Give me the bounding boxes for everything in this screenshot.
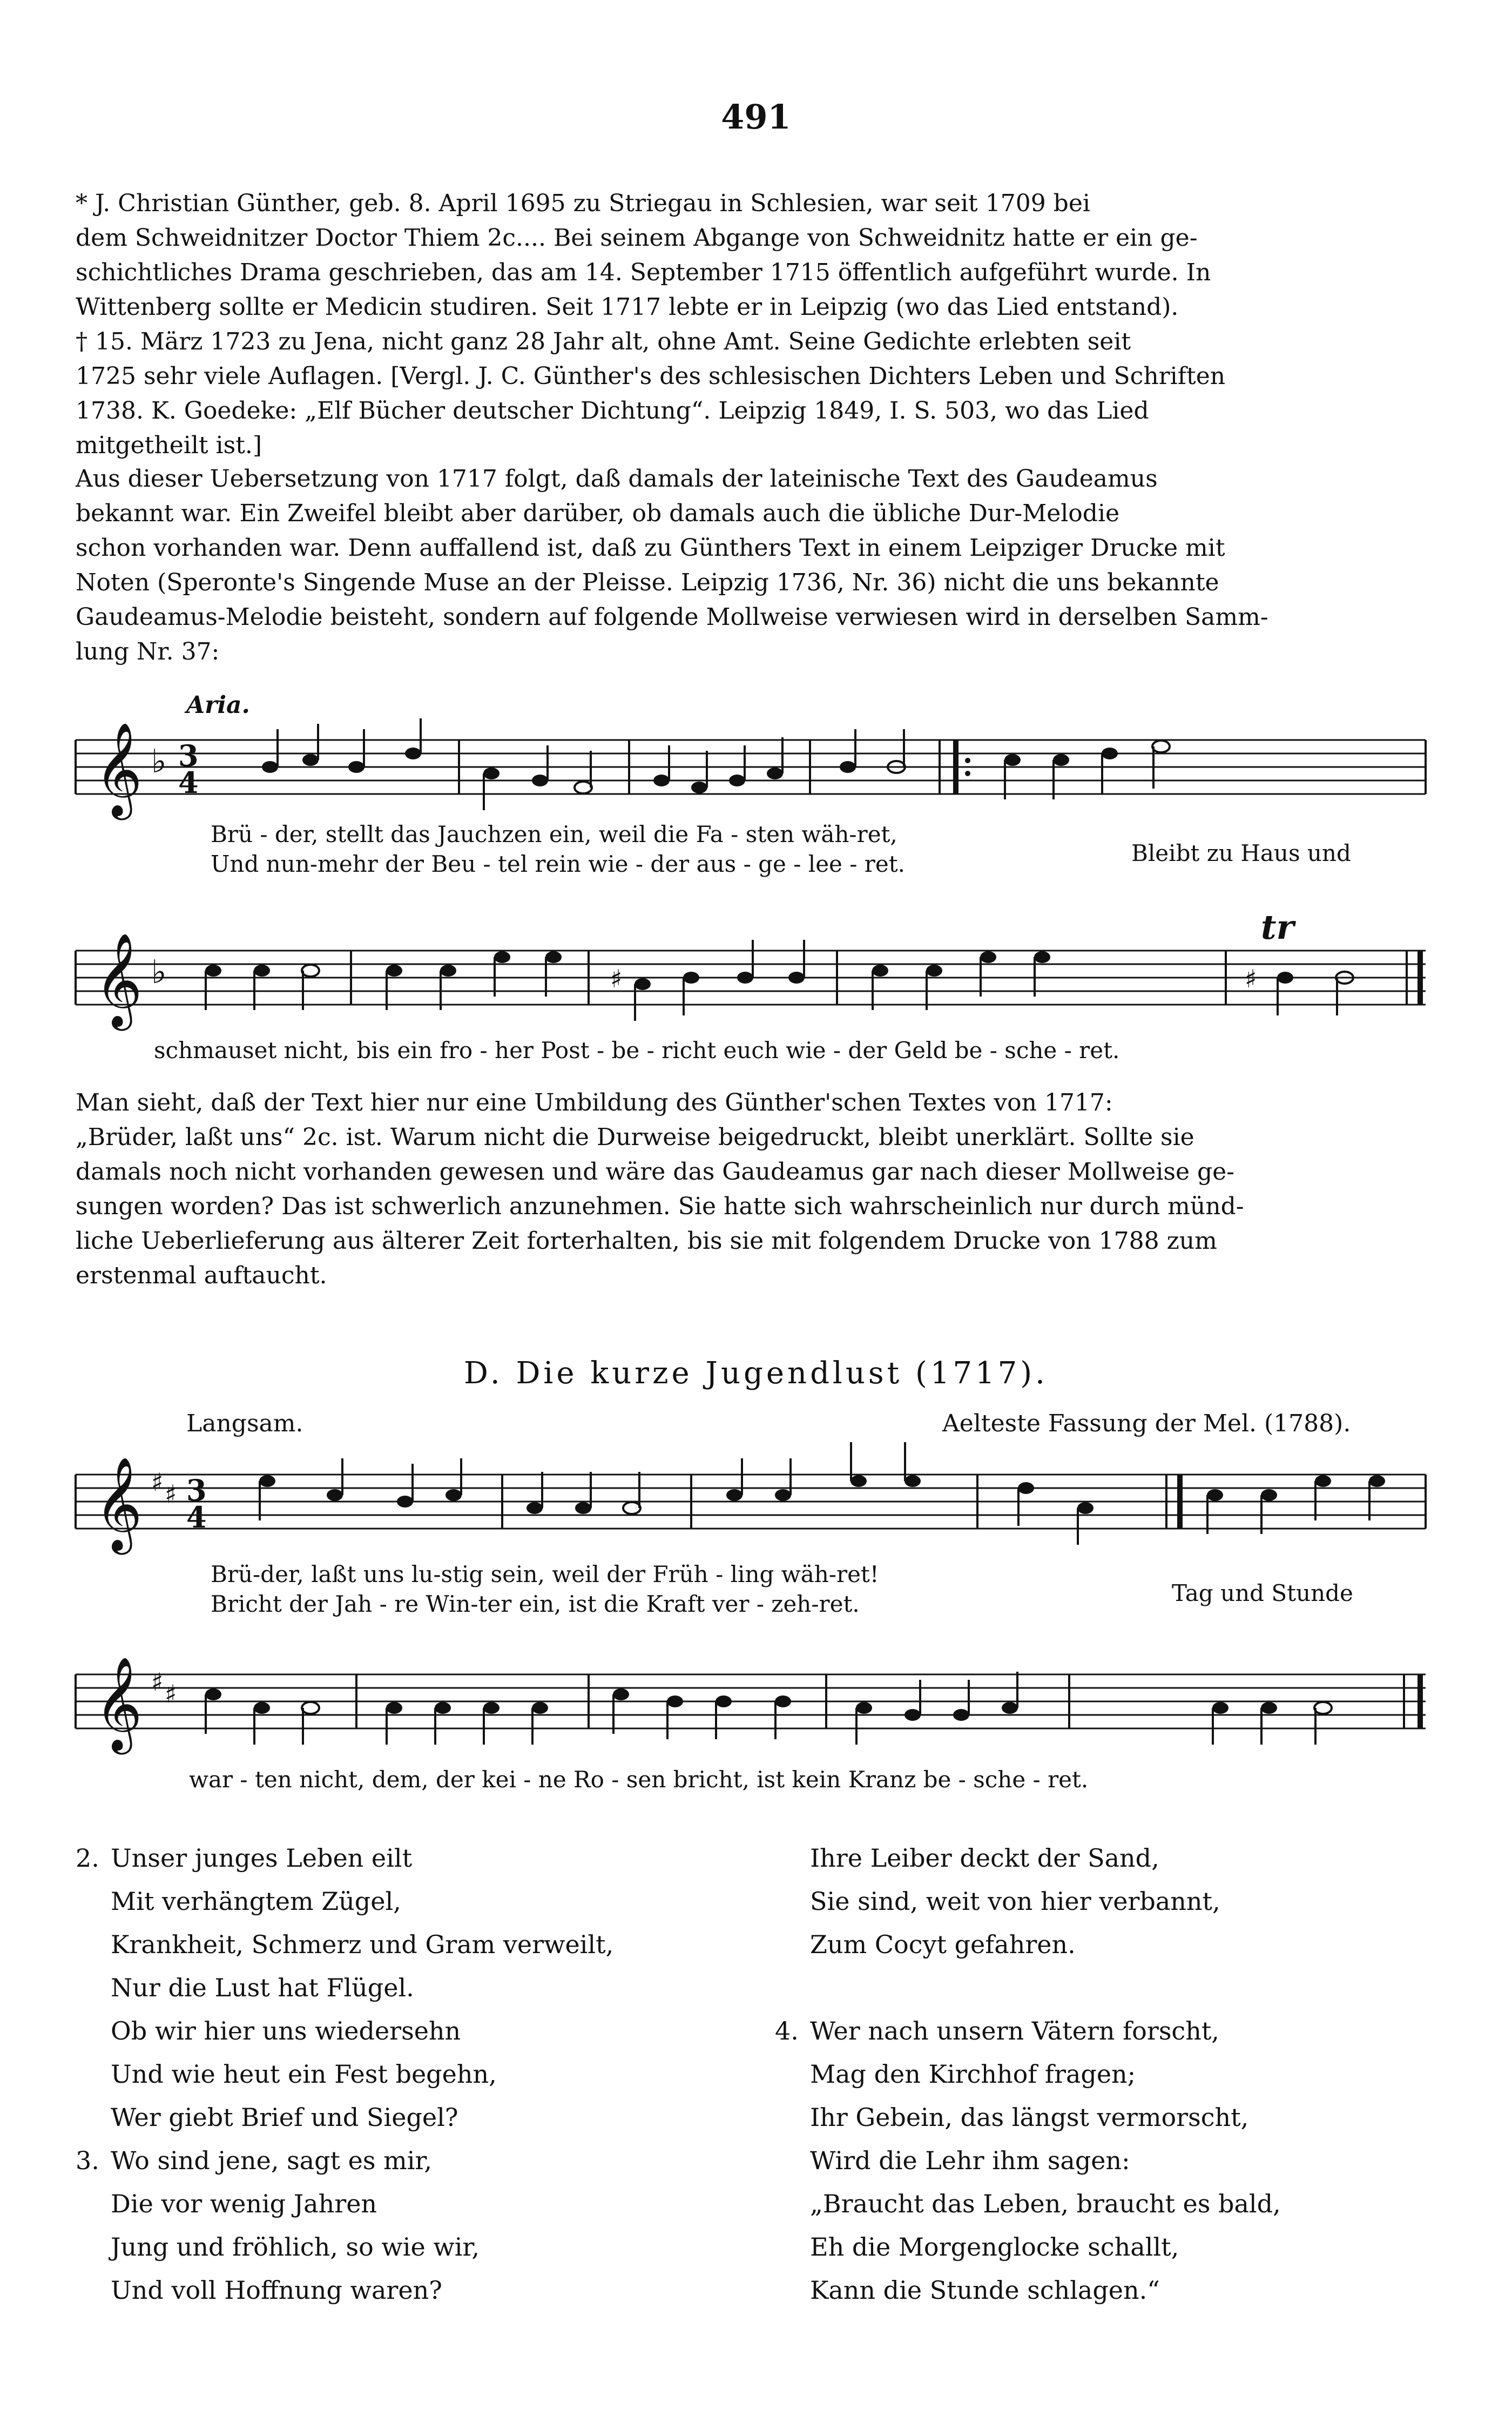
verse-line: Nur die Lust hat Flügel.	[111, 1973, 414, 2002]
treble-clef-icon: 𝄞	[94, 1657, 143, 1751]
verse-line: Krankheit, Schmerz und Gram verweilt,	[111, 1930, 614, 1959]
paragraph-line: „Brüder, laßt uns“ 2c. ist. Warum nicht die Durweise beigedruckt, bleibt unerklärt. Sollte sie	[76, 1123, 1194, 1151]
melody-source: Aelteste Fassung der Mel. (1788).	[942, 1410, 1351, 1437]
verse-line: Und voll Hoffnung waren?	[111, 2276, 442, 2305]
footnote-line: Wittenberg sollte er Medicin studiren. Seit 1717 lebte er in Leipzig (wo das Lied entstand).	[76, 293, 1179, 321]
lyrics-line: schmauset nicht, bis ein fro - her Post - be - richt euch wie - der Geld be - sche - ret.	[154, 1037, 1120, 1064]
notes-group	[205, 940, 1420, 1021]
tempo-marking: Langsam.	[186, 1410, 303, 1437]
verse-line: Jung und fröhlich, so wie wir,	[111, 2232, 480, 2262]
verse-line: Sie sind, weit von hier verbannt,	[810, 1887, 1220, 1916]
notes-group	[262, 718, 1426, 810]
verse-line: Unser junges Leben eilt	[111, 1843, 413, 1873]
verse-line: Ihr Gebein, das längst vermorscht,	[810, 2103, 1249, 2132]
music-staff-1a	[70, 718, 1442, 832]
footnote	[76, 186, 1420, 463]
verse-line: Die vor wenig Jahren	[111, 2189, 377, 2218]
lyrics-refrain: Tag und Stunde	[1172, 1580, 1353, 1606]
verse-line: Eh die Morgenglocke schallt,	[810, 2232, 1179, 2262]
paragraph-2	[76, 1086, 1420, 1293]
verse-line: „Braucht das Leben, braucht es bald,	[810, 2189, 1281, 2218]
sharp-key-icon: ♯	[165, 1679, 177, 1708]
paragraph-line: damals noch nicht vorhanden gewesen und wäre das Gaudeamus gar nach dieser Mollweise ge-	[76, 1158, 1235, 1186]
footnote-line: 1738. K. Goedeke: „Elf Bücher deutscher Dichtung“. Leipzig 1849, I. S. 503, wo das Lied	[76, 397, 1149, 425]
verse-line: Wer nach unsern Vätern forscht,	[810, 2016, 1219, 2045]
music-staff-1b	[70, 929, 1442, 1042]
lyrics-line: war - ten nicht, dem, der kei - ne Ro - sen bricht, ist kein Kranz be - sche - ret.	[189, 1766, 1089, 1793]
footnote-line: dem Schweidnitzer Doctor Thiem 2c.... Bei seinem Abgange von Schweidnitz hatte er ein ge-	[76, 224, 1198, 252]
time-signature-bottom: 4	[178, 765, 199, 800]
footnote-line: schichtliches Drama geschrieben, das am 14. September 1715 öffentlich aufgeführt wurde. In	[76, 259, 1211, 286]
footnote-line: * J. Christian Günther, geb. 8. April 1695 zu Striegau in Schlesien, war seit 1709 bei	[76, 190, 1090, 217]
verse-2	[111, 1836, 613, 2139]
verse-3	[111, 2139, 480, 2312]
sharp-key-icon: ♯	[151, 1468, 164, 1497]
lyrics-line: Und nun-mehr der Beu - tel rein wie - der aus - ge - lee - ret.	[211, 851, 905, 877]
footnote-line: † 15. März 1723 zu Jena, nicht ganz 28 Jahr alt, ohne Amt. Seine Gedichte erlebten seit	[76, 328, 1131, 355]
section-heading: D. Die kurze Jugendlust (1717).	[464, 1356, 1048, 1391]
verse-line: Ob wir hier uns wiedersehn	[111, 2016, 461, 2045]
paragraph-line: Aus dieser Uebersetzung von 1717 folgt, daß damals der lateinische Text des Gaudeamus	[76, 465, 1158, 493]
footnote-line: mitgetheilt ist.]	[76, 432, 262, 459]
music-staff-2b	[70, 1653, 1442, 1766]
verse-number: 4.	[775, 2016, 799, 2045]
lyrics-line: Brü - der, stellt das Jauchzen ein, weil die Fa - sten wäh-ret,	[211, 821, 897, 847]
paragraph-line: Man sieht, daß der Text hier nur eine Umbildung des Günther'schen Textes von 1717:	[76, 1089, 1113, 1116]
treble-clef-icon: 𝄞	[94, 722, 143, 816]
verse-line: Mag den Kirchhof fragen;	[810, 2060, 1136, 2089]
treble-clef-icon: 𝄞	[94, 1457, 143, 1551]
sharp-icon: ♯	[610, 964, 623, 993]
flat-key-icon: ♭	[151, 953, 167, 991]
verse-line: Mit verhängtem Zügel,	[111, 1887, 401, 1916]
paragraph-1	[76, 462, 1420, 669]
time-signature-bottom: 4	[186, 1500, 207, 1535]
time-signature-top: 3	[178, 738, 199, 773]
sharp-icon: ♯	[1245, 964, 1257, 993]
paragraph-line: liche Ueberlieferung aus älterer Zeit forterhalten, bis sie mit folgendem Drucke von 1788 zum	[76, 1227, 1217, 1255]
footnote-line: 1725 sehr viele Auflagen. [Vergl. J. C. Günther's des schlesischen Dichters Leben und Schriften	[76, 362, 1226, 390]
verse-line: Kann die Stunde schlagen.“	[810, 2276, 1160, 2305]
paragraph-line: erstenmal auftaucht.	[76, 1262, 327, 1289]
verse-line: Ihre Leiber deckt der Sand,	[810, 1843, 1159, 1873]
verse-line: Und wie heut ein Fest begehn,	[111, 2060, 497, 2089]
paragraph-line: schon vorhanden war. Denn auffallend ist, daß zu Günthers Text in einem Leipziger Drucke mit	[76, 534, 1225, 562]
flat-key-icon: ♭	[151, 743, 167, 780]
aria-label: Aria.	[186, 691, 250, 719]
paragraph-line: lung Nr. 37:	[76, 638, 220, 665]
verse-4	[810, 2009, 1281, 2312]
lyrics-line: Bricht der Jah - re Win-ter ein, ist die Kraft ver - zeh-ret.	[211, 1591, 860, 1617]
time-signature-top: 3	[186, 1473, 207, 1508]
page-number: 491	[721, 97, 791, 137]
lyrics-line: Brü-der, laßt uns lu-stig sein, weil der Früh - ling wäh-ret!	[211, 1561, 879, 1587]
verse-line: Zum Cocyt gefahren.	[810, 1930, 1076, 1959]
verse-number: 2.	[76, 1843, 99, 1873]
notes-group	[205, 1672, 1420, 1745]
verse-3-continued	[810, 1836, 1220, 1966]
verse-line: Wird die Lehr ihm sagen:	[810, 2146, 1130, 2175]
treble-clef-icon: 𝄞	[94, 933, 143, 1027]
verse-line: Wo sind jene, sagt es mir,	[111, 2146, 432, 2175]
paragraph-line: bekannt war. Ein Zweifel bleibt aber darüber, ob damals auch die übliche Dur-Melodie	[76, 500, 1120, 527]
verse-line: Wer giebt Brief und Siegel?	[111, 2103, 458, 2132]
trill-mark: tr	[1261, 907, 1294, 947]
paragraph-line: Noten (Speronte's Singende Muse an der Pleisse. Leipzig 1736, Nr. 36) nicht die uns bekannte	[76, 569, 1219, 596]
music-staff-2a	[70, 1437, 1442, 1556]
sharp-key-icon: ♯	[151, 1667, 164, 1697]
lyrics-refrain: Bleibt zu Haus und	[1131, 840, 1351, 866]
paragraph-line: Gaudeamus-Melodie beisteht, sondern auf folgende Mollweise verwiesen wird in derselben Samm-	[76, 603, 1268, 631]
verse-number: 3.	[76, 2146, 99, 2175]
sharp-key-icon: ♯	[165, 1479, 177, 1509]
paragraph-line: sungen worden? Das ist schwerlich anzunehmen. Sie hatte sich wahrscheinlich nur durch münd-	[76, 1193, 1244, 1220]
